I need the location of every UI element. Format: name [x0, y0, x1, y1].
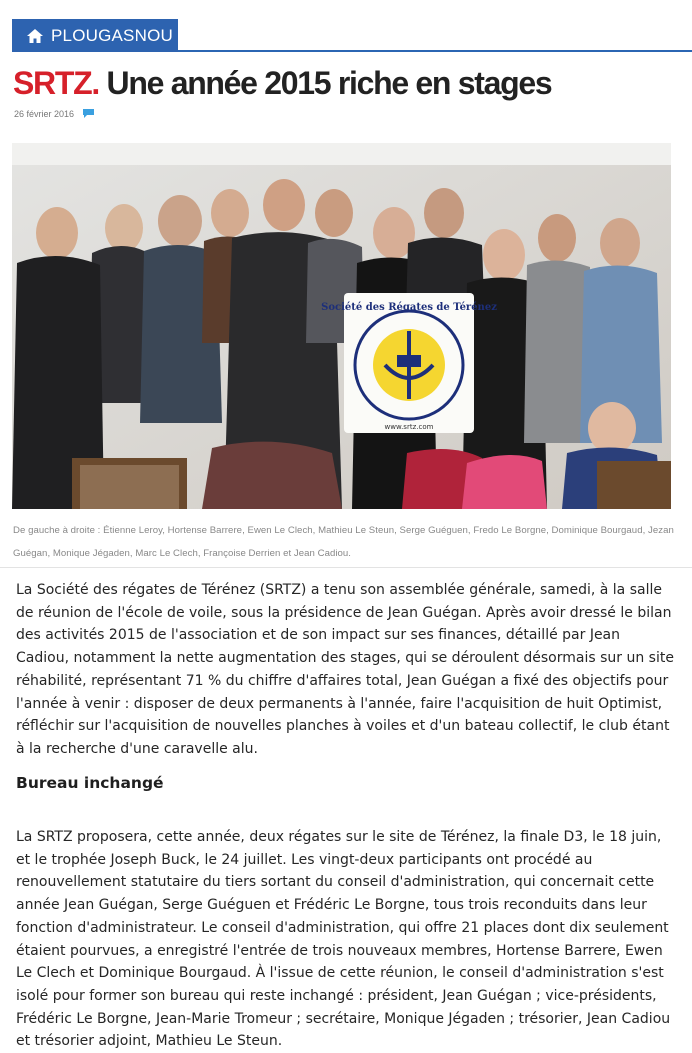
- body-paragraph-1: La Société des régates de Térénez (SRTZ) a tenu son assemblée générale, samedi, à la salle de réunion de l'école de voile, sous la présidence de Jean Guégan. Après avoir dressé le bilan des activités 2015 de l'association et de son impact sur ses finances, détaillé par Jean Cadiou, notamment la nette augmentation des stages, qui se déroulent désormais sur un site réhabilité, représentant 71 % du chiffre d'affaires total, Jean Guégan a fixé des objectifs pour l'année à venir : disposer de deux permanents à l'année, faire l'acquisition de huit Optimist, réfléchir sur l'acquisition de nouvelles planches à voiles et d'un bateau collectif, le club étant à la recherche d'une caravelle alu.: [16, 582, 674, 757]
- article-meta: [14, 108, 95, 119]
- banner-title: Société des Régates de Térénez: [321, 302, 497, 313]
- club-banner: [321, 293, 497, 433]
- section-heading: Bureau inchangé: [16, 774, 164, 792]
- caption-divider: [0, 567, 692, 568]
- headline-text: Une année 2015 riche en stages: [106, 65, 552, 101]
- body-paragraph-2: La SRTZ proposera, cette année, deux régates sur le site de Térénez, la finale D3, le 18 juin, et le trophée Joseph Buck, le 24 juillet. Les vingt-deux participants ont procédé au renouvellement statutaire du tiers sortant du conseil d'administration, qui concernait cette année Jean Guégan, Serge Guéguen et Frédéric Le Borgne, tous trois reconduits dans leur fonction d'administrateur. Le conseil d'administration, qui offre 21 places dont dix seulement étaient pourvues, a enregistré l'entrée de trois nouveaux membres, Hortense Barrere, Ewen Le Clech et Dominique Bourgaud. À l'issue de cette réunion, le conseil d'administration s'est isolé pour former son bureau qui reste inchangé : président, Jean Guégan ; vice-présidents, Frédéric Le Borgne, Jean-Marie Tromeur ; secrétaire, Monique Jégaden ; trésorier, Jean Cadiou et trésorier adjoint, Mathieu Le Steun.: [16, 829, 671, 1050]
- category-label: PLOUGASNOU: [51, 25, 173, 45]
- banner-url: www.srtz.com: [384, 423, 434, 431]
- category-tag[interactable]: [12, 19, 178, 52]
- article-photo: [12, 143, 671, 509]
- article-headline: [13, 64, 683, 102]
- headline-kicker: SRTZ.: [13, 65, 99, 101]
- comment-icon[interactable]: [82, 108, 95, 119]
- group-photo-illustration: [12, 143, 671, 509]
- home-icon: [26, 28, 44, 44]
- publish-date: 26 février 2016: [14, 108, 75, 119]
- photo-caption: De gauche à droite : Étienne Leroy, Hortense Barrere, Ewen Le Clech, Mathieu Le Steun, Serge Guéguen, Fredo Le Borgne, Dominique Bourgaud, Jezan Guégan, Monique Jégaden, Marc Le Clech, Françoise Derrien et Jean Cadiou.: [13, 525, 674, 559]
